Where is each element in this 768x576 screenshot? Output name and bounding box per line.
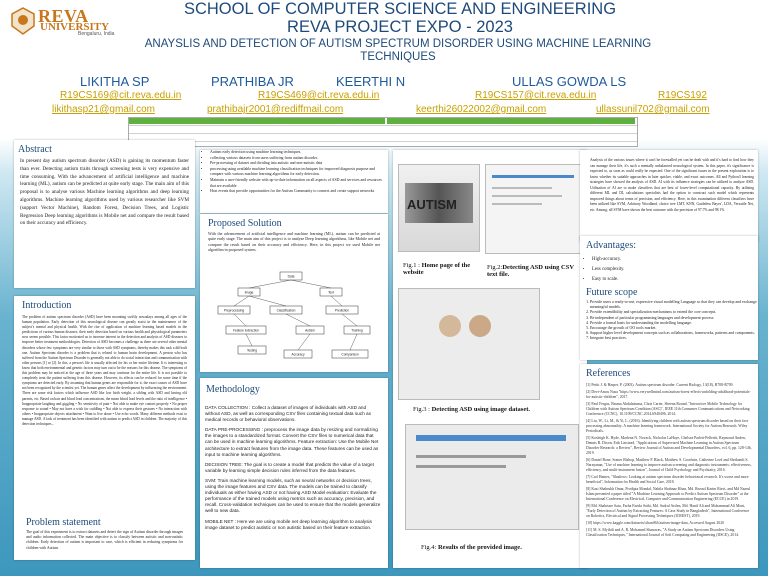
diagram-node-label: Prediction: [334, 308, 350, 313]
author-email[interactable]: likithasp21@gmail.com: [52, 104, 155, 115]
diagram-node-label: Image: [244, 290, 254, 295]
list-item: 5. Encourage the growth of OO tools market.: [590, 326, 758, 331]
reference-item: [8] Kazi Shahrukh Omar, Prodipta Mondal, Nabila Shahnaz Khan, Md. Rezaul Karim Rizvi, and Md Nazrul Islam presented a paper titled "A Machine Learning Approach to Predict Autism Spectrum Disorder" at the International Conference on Electrical, Computer and Communication Engineering (ECCE) in 2019.: [586, 487, 751, 501]
reva-emblem-icon: [10, 6, 36, 36]
diagram-node-label: Classification: [276, 308, 296, 313]
section-heading: Problem statement: [26, 517, 101, 528]
methodology-item: SVM: Train machine learning models, such as neural networks or decision trees, using the image features and CSV data. The models can be trained to classify individuals as either having ASD or not having ASD Model evaluation: Evaluate the performance of the trained models using metrics such as accuracy, precision, and recall. Cross-validation techniques can be used to ensure that the models generalize well to new data.: [205, 477, 381, 514]
references-panel: [580, 364, 758, 568]
reference-item: [5] Kosleigh K. Hyde, Marlena N. Novack, Nicholas LaHaye, Chelsea Parlett-Pelleriti, Raymond Anden, Dennis R. Dixon, Erik Linstead, "Applications of Supervised Machine Learning in Autism Spectrum Disorder Research: a Review", Review Journal of Autism and Developmental Disorders, vol. 6, pp. 128-146, 2019.: [586, 436, 752, 455]
future-list: [580, 300, 758, 342]
section-heading: Proposed Solution: [208, 218, 282, 229]
reference-item: [4] Liu, W., Li, M., & Yi, L. (2016). Identifying children with autism spectrum disorder based on their face processing abnormality: A machine learning framework. International Society for Autism Research. Wiley Periodicals.: [586, 419, 749, 433]
list-item: 1. Provide users a ready-to-use, expressive visual modelling Language so that they can develop and exchange meaningful models.: [590, 300, 758, 310]
diagram-node-label: Autism: [305, 328, 315, 333]
diagram-node-label: Text: [328, 290, 334, 295]
author-srn[interactable]: R19CS469@cit.reva.edu.in: [258, 90, 380, 101]
methodology-item: DATA COLLECTION : Collect a dataset of images of individuals with ASD and without ASD, as well as corresponding CSV files containing textual data such as medical records or behavioral observations.: [205, 405, 371, 423]
list-item: • Maintain a user-friendly website with up-to-date information on all aspects of ASD and services and resources that are available: [210, 178, 384, 189]
abstract-text: In present day autism spectrum disorder (ASD) is gaining its momentum faster than ever. Detecting autism traits through screening tests is very expensive and time consuming. With the advancement of artificial intelligence and machine learning (ML), autism can be predicted at quite early stage. The main aim of this proposal is to analyse various Machine learning algorithms and deep learning algorithms. Machine learning algorithms used by various researcher like SVM (support Vector Machine), Random Forest, Decision Trees, and Logistic Regression Deep learning algorithms is Mobile net and compare the result based on their accuracy and efficiency.: [20, 158, 189, 227]
list-item: • Easy to scale.: [592, 275, 758, 285]
proposed-text: With the advancement of artificial intelligence and machine learning (ML), autism can be predicted at quite early stage. The main aim of this project is to analyze Deep learning algorithms, like Mobile net and compare the result based on their accuracy and efficiency. Here, in this project we used Mobile net algorithm in proposed system.: [208, 231, 380, 253]
methodology-item: MOBILE NET : Here we are using mobile net deep learning algorithm to analysis image dataset to predict autistic or non autistic based on their feature extraction.: [205, 518, 372, 530]
results-text: Analysis of the various issues where it can't be forestalled yet can be dealt with and it's hard to find how they can manage their life, it's such a mentally unbalanced neurological system. In this paper, it's significance is expected to, as soon as could really be expected. One of the significant issues in the present exploration is to know whether its suitable approaches in later quicker, viable, and exact outcomes. All and Python3 learning strategies have showed the analysis of ASD. AI with its influence strategies can be utilized to analyze ASD. Utilization of AI are to make classifiers that are best of lower-level computational capacity. By utilizing different ML and DL calculations specialists had the option to construct such model which represents improved things about terms of precision, and efficiency. Here, in this examination different classifiers have been utilized like SVM, Arbitrary Woodland, choice tree LMT, KNN, Guideless Bayes', LDA, Versatile Net, etc. Among, all SVM have shown the best outcome with the precision of 97.7% and 98.1%: [590, 158, 754, 212]
reference-item: [1] Pettit J. & Harper. P. (2003). Autism spectrum disorder. Current Biology, 13(18), R708-R709.: [586, 383, 734, 387]
system-flow-diagram: [208, 270, 380, 366]
author-email[interactable]: prathibajr2001@rediffmail.com: [207, 104, 344, 115]
section-heading: Methodology: [206, 384, 260, 395]
author-email[interactable]: keerthi26022002@gmail.com: [416, 104, 547, 115]
fig1-caption: Fig.1 : Home page of the website: [403, 262, 471, 276]
list-item: • processing using available machine learning classification techniques for improved diagnosis purpose and compare with various machine learning algorithms for early detection.: [210, 167, 384, 178]
introduction-panel: [14, 296, 195, 560]
objectives-panel: [200, 150, 388, 213]
list-item: 6. Support higher level development concepts such as collaborations, frameworks, patterns and components.: [590, 331, 758, 336]
fig1-screenshot: [398, 164, 480, 252]
project-title: ANAYSLIS AND DETECTION OF AUTISM SPECTRUM DISORDER USING MACHINE LEARNING TECHNIQUES: [144, 38, 652, 63]
diagram-node-label: Preprocessing: [223, 308, 245, 313]
problem-text: The goal of this experiment is to extract datasets and detect the sign of Autism disorder through images and audio information collected. The main objective is to classify between autistic and non-autistic children. Early detection of autism is important to care, which is efficient in reducing symptoms for children with Autism.: [26, 530, 183, 550]
abstract-panel: [14, 140, 195, 288]
reference-item: [10] https://www.kaggle.com/datasets/cihan063/autism-image-data, Accessed August 2020: [586, 521, 724, 525]
author-srn[interactable]: R19CS192: [658, 90, 707, 101]
author-srn[interactable]: R19CS169@cit.reva.edu.in: [60, 90, 182, 101]
introduction-text: The problem of autism spectrum disorder (ASD) have been mounting swiftly nowadays among all ages of the human population. Early detection of this neurological disease can greatly assist in the maintenance of the subject's mental and physical health. With the rise of application of machine learning based models in the predictions of various human diseases, their early detection based on various health and physiological parameters now seems possible. This factor motivated us to increase interest in the detection and analysis of ASD diseases to improve better treatment methodologies. Detection of ASD becomes a challenge as there are several other mental disorders whose few symptoms are very similar to those with ASD symptoms, thereby makes this task a difficult one. Autism Spectrum disorder is a problem that is related to human brain development. A person who has suffered from the Autism Spectrum Disorder is generally not able to do social interaction and communication with other persons [1] or [2]. In this, a person's life is usually affected for his or her entire lifetime. It is interesting to know that both environmental and genetic factors may turn out to be the reasons for this disease. The symptoms of this problem may be noticed at the age of three years and may continue for the entire life. It is not possible to completely treat the patient suffering from this disease. However, its effects can be reduced for some time if the symptoms are detected early. By assuming that human genes are responsible for it, the exact causes of ASD have not been recognized by the scientist yet. The human genes affect the development by influencing the environment. There are some risk factors which influence ASD like low birth weight, a sibling with ASD and having old parents, etc. Based on hair and blood lead concentrations, the mean blood lead levels and the ratio of intelligence • Inappropriate laughing and giggling • No sensitivity of pain • Not able to make eye contact properly • No proper response to sound • May not have a wish for cuddling • Not able to express their gestures • No interaction with others • Inappropriate objects attachment • Want to live alone • Use echo words. Many different methods exist to manage ASD. A lack of treatment has been identified with autism to predict ASD in children. The majority of this detection techniques...: [22, 315, 187, 426]
author-name: ULLAS GOWDA LS: [512, 74, 627, 89]
diagram-node-label: Training: [351, 328, 363, 333]
fig2-screenshot: [485, 164, 581, 254]
fig4-screenshot: [405, 424, 579, 530]
autism-word: AUTISM: [407, 197, 457, 212]
fig3-caption: Fig.3 : Detecting ASD using image dataset.: [413, 406, 531, 413]
fig2-caption: Fig.2:Detecting ASD using CSV text file.: [487, 264, 574, 278]
expo-title: REVA PROJECT EXPO - 2023: [287, 18, 513, 36]
results-panel: [580, 150, 758, 242]
logo-location: Bengaluru, India: [78, 31, 115, 37]
reference-item: [11] M. S. Mythili and A. R. Mohamed Shanavas, "A Study on Autism Spectrum Disorders Using Classification Techniques," International Journal of Soft Computing and Engineering (IJSCE), 2014.: [586, 528, 739, 537]
school-title: SCHOOL OF COMPUTER SCIENCE AND ENGINEERING: [183, 0, 617, 18]
figures-panel: [393, 150, 587, 568]
diagram-node-label: Data: [287, 274, 295, 279]
author-srn[interactable]: R19CS157@cit.reva.edu.in: [475, 90, 597, 101]
list-item: • collecting various datasets from users suffering from autism disorder.: [210, 156, 384, 162]
list-item: • Autism early detection using machine learning techniques.: [210, 150, 384, 156]
author-name: LIKITHA SP: [80, 74, 150, 89]
list-item: 7. Integrate best practices.: [590, 336, 758, 341]
section-heading: Advantages:: [586, 240, 636, 251]
diagram-node-label: Comparison: [341, 352, 359, 357]
section-heading: Introduction: [22, 300, 72, 311]
logo-name: REVA: [38, 6, 89, 26]
list-item: 2. Provide extendibility and specialization mechanisms to extend the core concepts.: [590, 310, 758, 315]
section-heading: References: [586, 368, 631, 379]
list-item: • Less complexity.: [592, 265, 758, 275]
proposed-panel: [200, 214, 388, 372]
reference-item: [7] Carl Hames, "Shadows: Looking at autism spectrum disorder behavioural research. It's worse and more beneficial", Information for Health and Social Care, 2018.: [586, 475, 749, 484]
reference-item: [6] Daniel Bone, Somer Bishop, Matthew P. Black, Matthew S. Goodwin, Catherine Lord and Shrikanth S. Narayanan, "Use of machine learning to improve autism screening and diagnostic instruments: effectiveness, efficiency, and multi-instrument fusion", Journal of Child Psychology and Psychiatry, 2016.: [586, 458, 752, 472]
diagram-node-label: Feature Extraction: [232, 328, 260, 333]
section-heading: Future scope: [586, 287, 638, 298]
methodology-item: DECISION TREE: The goal is to create a model that predicts the value of a target variable by learning simple decision rules inferred from the data features.: [205, 461, 374, 473]
reference-item: [3] Paul Fergus, Basma Abdulaimma, Chris Carter, Sheena Round, "Interactive Mobile Technology for Children with Autism Spectrum Condition (ASC)", IEEE 11th Consumer Communications and Networking Conference (CCNC), 10.1109/CCNC.2014.6940496, 2014.: [586, 402, 750, 416]
author-email[interactable]: ullassunil702@gmail.com: [596, 104, 710, 115]
objectives-list: [200, 150, 388, 195]
section-heading: Abstract: [18, 144, 52, 155]
fig4-caption: Fig.4: Results of the provided image.: [421, 544, 522, 551]
header-table: [128, 117, 638, 147]
methodology-text: [200, 395, 388, 531]
diagram-node-label: Testing: [246, 348, 258, 353]
advantages-future-panel: [580, 236, 758, 360]
fig3-screenshot: [398, 288, 540, 400]
advantages-list: [580, 255, 758, 285]
list-item: 3. Be independent of particular programming languages and development process.: [590, 316, 758, 321]
methodology-item: DATA PRE-PROCESSING : preprocess the image data by resizing and normalizing the images to a standardized format. Convert the CSV files to numerical data that can be used in machine learning algorithms. Feature extraction: Use the Mobile Net architecture to extract features from the image data. These features can be used as input to machine learning algorithms.: [205, 427, 379, 457]
list-item: • Host events that provide opportunities for the Autism Community to connect and create support networks: [210, 189, 384, 195]
author-name: PRATHIBA JR: [211, 74, 294, 89]
reference-item: [9] Md. Shahriare Satu, Farha Farida Sathi, Md. Sadrul Arifen, Md. Hanif Ali and Mohammad Ali Moni, "Early Detection of Autism by Extracting Features: A Case Study in Bangladesh", International Conference on Robotics, Electrical and Signal Processing Techniques (ICREST), 2019.: [586, 504, 750, 518]
references-list: [580, 383, 758, 538]
reference-item: [2] Devi-Amos Nusa "https://www.verywellmind.com/autism-forest-effects-unfolding-adulthood-potentials-for-autistic-children", 2017.: [586, 390, 751, 399]
list-item: 4. Provide a formal basis for understanding the modelling language.: [590, 321, 758, 326]
diagram-node-label: Accuracy: [291, 352, 305, 357]
methodology-panel: [200, 378, 388, 568]
author-name: KEERTHI N: [336, 74, 406, 89]
list-item: • Pre-processing of dataset and dividing into autistic and non-autistic data: [210, 161, 384, 167]
list-item: • High-accuracy.: [592, 255, 758, 265]
logo-university: UNIVERSITY: [40, 21, 110, 33]
